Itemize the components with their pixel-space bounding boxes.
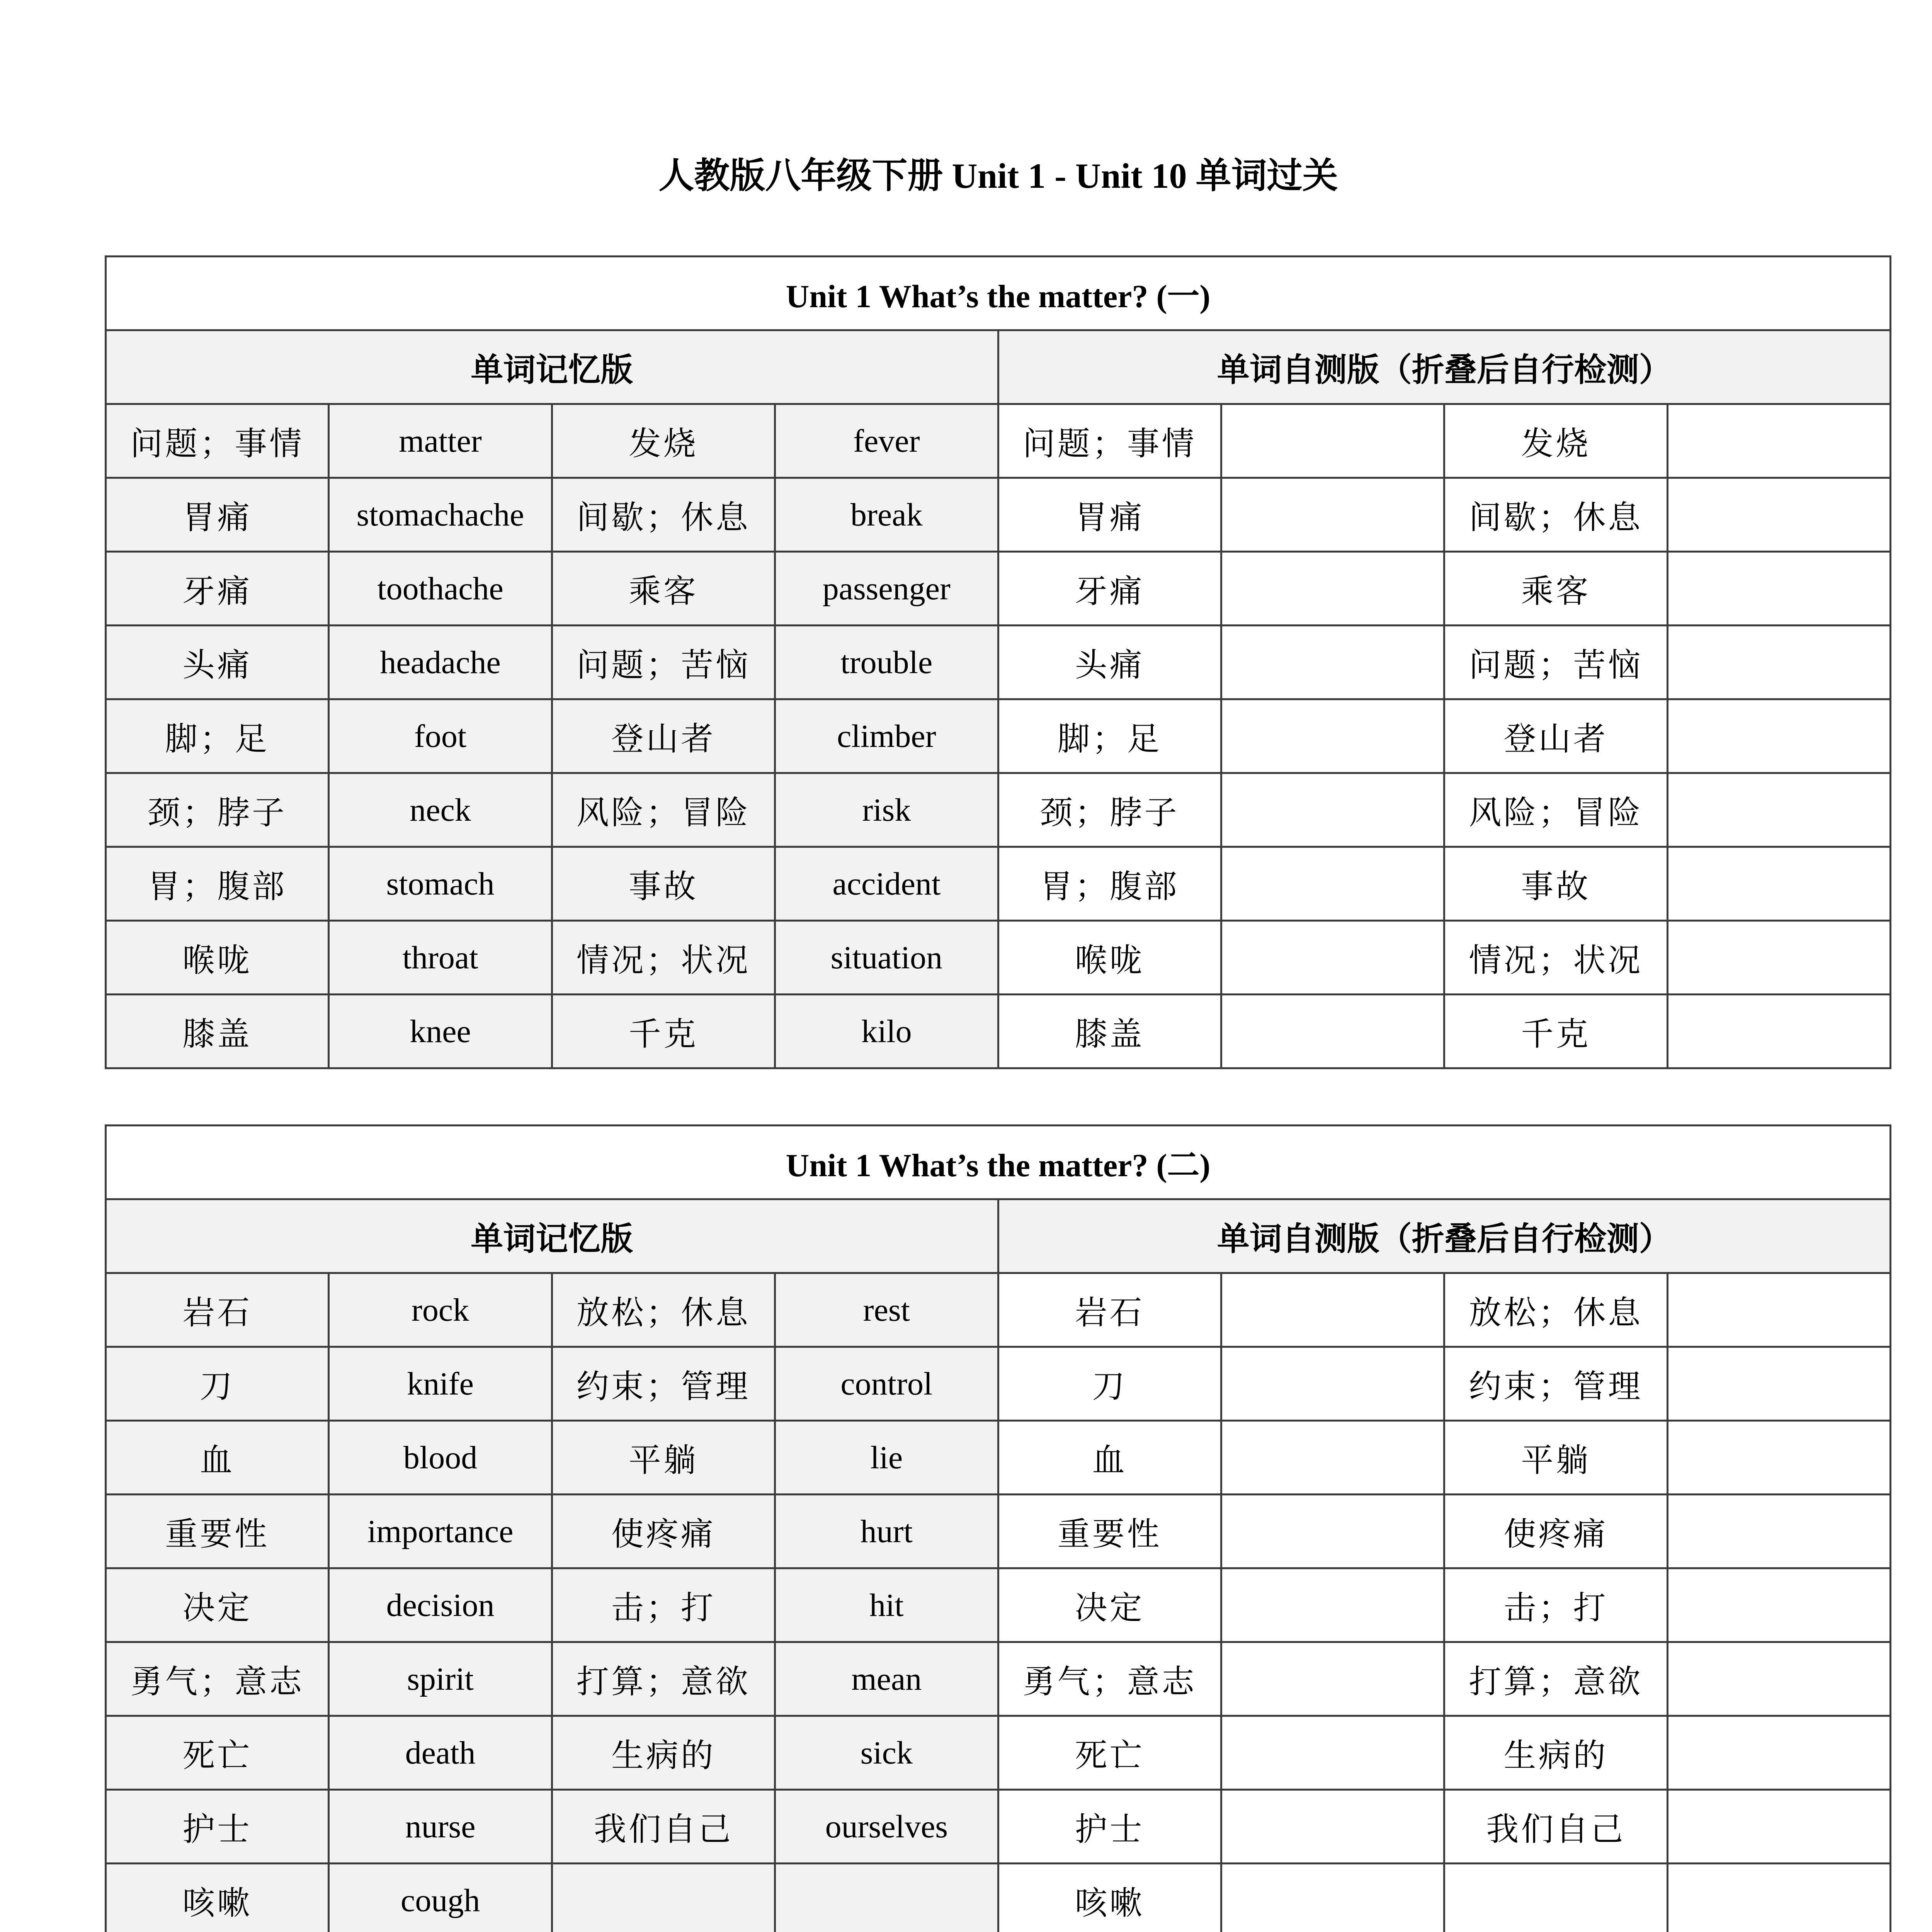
answer-blank[interactable] bbox=[1221, 1642, 1444, 1716]
answer-blank[interactable] bbox=[1667, 1716, 1890, 1790]
answer-blank[interactable] bbox=[1667, 995, 1890, 1068]
test-chinese-prompt: 重要性 bbox=[998, 1495, 1221, 1568]
test-chinese-prompt: 头痛 bbox=[998, 626, 1221, 699]
memory-version-label: 单词记忆版 bbox=[106, 1199, 998, 1273]
memory-version-label: 单词记忆版 bbox=[106, 330, 998, 404]
answer-blank[interactable] bbox=[1221, 478, 1444, 552]
table-row bbox=[106, 478, 1891, 552]
chinese-meaning: 岩石 bbox=[106, 1273, 329, 1347]
test-chinese-prompt: 风险；冒险 bbox=[1444, 773, 1667, 847]
chinese-meaning: 间歇；休息 bbox=[552, 478, 775, 552]
answer-blank[interactable] bbox=[1221, 699, 1444, 773]
answer-blank[interactable] bbox=[1667, 921, 1890, 995]
chinese-meaning: 头痛 bbox=[106, 626, 329, 699]
english-word: decision bbox=[329, 1568, 552, 1642]
test-chinese-prompt: 刀 bbox=[998, 1347, 1221, 1421]
table-row bbox=[106, 552, 1891, 626]
test-chinese-prompt: 乘客 bbox=[1444, 552, 1667, 626]
english-word: toothache bbox=[329, 552, 552, 626]
test-chinese-prompt: 膝盖 bbox=[998, 995, 1221, 1068]
answer-blank[interactable] bbox=[1221, 773, 1444, 847]
english-word: throat bbox=[329, 921, 552, 995]
self-test-version-label: 单词自测版（折叠后自行检测） bbox=[998, 1199, 1891, 1273]
english-word bbox=[775, 1864, 998, 1932]
english-word: lie bbox=[775, 1421, 998, 1495]
answer-blank[interactable] bbox=[1667, 1642, 1890, 1716]
answer-blank[interactable] bbox=[1667, 1495, 1890, 1568]
answer-blank[interactable] bbox=[1221, 995, 1444, 1068]
answer-blank[interactable] bbox=[1667, 1421, 1890, 1495]
answer-blank[interactable] bbox=[1667, 552, 1890, 626]
test-chinese-prompt: 事故 bbox=[1444, 847, 1667, 921]
test-chinese-prompt: 平躺 bbox=[1444, 1421, 1667, 1495]
section-heading: Unit 1 What’s the matter? (一) bbox=[106, 257, 1891, 330]
answer-blank[interactable] bbox=[1667, 1568, 1890, 1642]
chinese-meaning: 重要性 bbox=[106, 1495, 329, 1568]
section-heading: Unit 1 What’s the matter? (二) bbox=[106, 1126, 1891, 1199]
chinese-meaning: 登山者 bbox=[552, 699, 775, 773]
english-word: sick bbox=[775, 1716, 998, 1790]
chinese-meaning: 刀 bbox=[106, 1347, 329, 1421]
test-chinese-prompt: 死亡 bbox=[998, 1716, 1221, 1790]
table-row bbox=[106, 1347, 1891, 1421]
answer-blank[interactable] bbox=[1667, 404, 1890, 478]
english-word: cough bbox=[329, 1864, 552, 1932]
answer-blank[interactable] bbox=[1667, 1790, 1890, 1864]
table-row bbox=[106, 404, 1891, 478]
table-row bbox=[106, 921, 1891, 995]
chinese-meaning: 情况；状况 bbox=[552, 921, 775, 995]
chinese-meaning: 决定 bbox=[106, 1568, 329, 1642]
answer-blank[interactable] bbox=[1221, 1716, 1444, 1790]
chinese-meaning: 勇气；意志 bbox=[106, 1642, 329, 1716]
english-word: hurt bbox=[775, 1495, 998, 1568]
table-row bbox=[106, 1495, 1891, 1568]
table-row bbox=[106, 995, 1891, 1068]
test-chinese-prompt: 血 bbox=[998, 1421, 1221, 1495]
test-chinese-prompt: 颈；脖子 bbox=[998, 773, 1221, 847]
answer-blank[interactable] bbox=[1221, 626, 1444, 699]
answer-blank[interactable] bbox=[1667, 626, 1890, 699]
chinese-meaning: 护士 bbox=[106, 1790, 329, 1864]
english-word: mean bbox=[775, 1642, 998, 1716]
test-chinese-prompt: 问题；事情 bbox=[998, 404, 1221, 478]
table-row bbox=[106, 1273, 1891, 1347]
answer-blank[interactable] bbox=[1667, 1273, 1890, 1347]
table-row bbox=[106, 1790, 1891, 1864]
test-chinese-prompt: 生病的 bbox=[1444, 1716, 1667, 1790]
english-word: knee bbox=[329, 995, 552, 1068]
chinese-meaning: 击；打 bbox=[552, 1568, 775, 1642]
english-word: control bbox=[775, 1347, 998, 1421]
english-word: fever bbox=[775, 404, 998, 478]
english-word: situation bbox=[775, 921, 998, 995]
test-chinese-prompt: 使疼痛 bbox=[1444, 1495, 1667, 1568]
english-word: spirit bbox=[329, 1642, 552, 1716]
chinese-meaning: 问题；事情 bbox=[106, 404, 329, 478]
answer-blank[interactable] bbox=[1221, 552, 1444, 626]
answer-blank[interactable] bbox=[1221, 921, 1444, 995]
vocab-table-1 bbox=[105, 255, 1891, 1069]
english-word: importance bbox=[329, 1495, 552, 1568]
answer-blank[interactable] bbox=[1667, 847, 1890, 921]
chinese-meaning: 胃；腹部 bbox=[106, 847, 329, 921]
english-word: nurse bbox=[329, 1790, 552, 1864]
test-chinese-prompt: 情况；状况 bbox=[1444, 921, 1667, 995]
answer-blank[interactable] bbox=[1667, 773, 1890, 847]
chinese-meaning: 牙痛 bbox=[106, 552, 329, 626]
english-word: death bbox=[329, 1716, 552, 1790]
test-chinese-prompt: 打算；意欲 bbox=[1444, 1642, 1667, 1716]
chinese-meaning: 我们自己 bbox=[552, 1790, 775, 1864]
test-chinese-prompt: 岩石 bbox=[998, 1273, 1221, 1347]
chinese-meaning: 放松；休息 bbox=[552, 1273, 775, 1347]
table-row bbox=[106, 773, 1891, 847]
test-chinese-prompt: 登山者 bbox=[1444, 699, 1667, 773]
test-chinese-prompt: 发烧 bbox=[1444, 404, 1667, 478]
answer-blank[interactable] bbox=[1221, 1421, 1444, 1495]
answer-blank[interactable] bbox=[1221, 1864, 1444, 1932]
answer-blank[interactable] bbox=[1221, 404, 1444, 478]
chinese-meaning: 乘客 bbox=[552, 552, 775, 626]
table-row bbox=[106, 1864, 1891, 1932]
answer-blank[interactable] bbox=[1221, 1790, 1444, 1864]
chinese-meaning: 问题；苦恼 bbox=[552, 626, 775, 699]
english-word: rock bbox=[329, 1273, 552, 1347]
test-chinese-prompt: 咳嗽 bbox=[998, 1864, 1221, 1932]
test-chinese-prompt: 问题；苦恼 bbox=[1444, 626, 1667, 699]
english-word: risk bbox=[775, 773, 998, 847]
english-word: blood bbox=[329, 1421, 552, 1495]
test-chinese-prompt bbox=[1444, 1864, 1667, 1932]
chinese-meaning: 平躺 bbox=[552, 1421, 775, 1495]
test-chinese-prompt: 牙痛 bbox=[998, 552, 1221, 626]
chinese-meaning: 千克 bbox=[552, 995, 775, 1068]
chinese-meaning: 喉咙 bbox=[106, 921, 329, 995]
answer-blank[interactable] bbox=[1667, 699, 1890, 773]
chinese-meaning: 膝盖 bbox=[106, 995, 329, 1068]
table-row bbox=[106, 847, 1891, 921]
test-chinese-prompt: 约束；管理 bbox=[1444, 1347, 1667, 1421]
english-word: trouble bbox=[775, 626, 998, 699]
chinese-meaning: 风险；冒险 bbox=[552, 773, 775, 847]
answer-blank[interactable] bbox=[1221, 1568, 1444, 1642]
chinese-meaning: 事故 bbox=[552, 847, 775, 921]
test-chinese-prompt: 间歇；休息 bbox=[1444, 478, 1667, 552]
table-row bbox=[106, 1421, 1891, 1495]
document-title: 人教版八年级下册 Unit 1 - Unit 10 单词过关 bbox=[658, 156, 1338, 196]
english-word: neck bbox=[329, 773, 552, 847]
self-test-version-label: 单词自测版（折叠后自行检测） bbox=[998, 330, 1891, 404]
chinese-meaning: 脚；足 bbox=[106, 699, 329, 773]
chinese-meaning: 使疼痛 bbox=[552, 1495, 775, 1568]
test-chinese-prompt: 击；打 bbox=[1444, 1568, 1667, 1642]
chinese-meaning: 胃痛 bbox=[106, 478, 329, 552]
answer-blank[interactable] bbox=[1667, 478, 1890, 552]
test-chinese-prompt: 放松；休息 bbox=[1444, 1273, 1667, 1347]
english-word: break bbox=[775, 478, 998, 552]
table-row bbox=[106, 1568, 1891, 1642]
chinese-meaning bbox=[552, 1864, 775, 1932]
answer-blank[interactable] bbox=[1221, 1347, 1444, 1421]
chinese-meaning: 发烧 bbox=[552, 404, 775, 478]
english-word: headache bbox=[329, 626, 552, 699]
english-word: knife bbox=[329, 1347, 552, 1421]
english-word: matter bbox=[329, 404, 552, 478]
english-word: hit bbox=[775, 1568, 998, 1642]
chinese-meaning: 打算；意欲 bbox=[552, 1642, 775, 1716]
test-chinese-prompt: 胃痛 bbox=[998, 478, 1221, 552]
test-chinese-prompt: 脚；足 bbox=[998, 699, 1221, 773]
test-chinese-prompt: 喉咙 bbox=[998, 921, 1221, 995]
test-chinese-prompt: 我们自己 bbox=[1444, 1790, 1667, 1864]
table-row bbox=[106, 699, 1891, 773]
test-chinese-prompt: 决定 bbox=[998, 1568, 1221, 1642]
english-word: kilo bbox=[775, 995, 998, 1068]
english-word: foot bbox=[329, 699, 552, 773]
english-word: ourselves bbox=[775, 1790, 998, 1864]
chinese-meaning: 约束；管理 bbox=[552, 1347, 775, 1421]
english-word: stomachache bbox=[329, 478, 552, 552]
chinese-meaning: 咳嗽 bbox=[106, 1864, 329, 1932]
answer-blank[interactable] bbox=[1667, 1347, 1890, 1421]
table-row bbox=[106, 1642, 1891, 1716]
table-row bbox=[106, 626, 1891, 699]
answer-blank[interactable] bbox=[1221, 847, 1444, 921]
chinese-meaning: 血 bbox=[106, 1421, 329, 1495]
table-row bbox=[106, 1716, 1891, 1790]
chinese-meaning: 颈；脖子 bbox=[106, 773, 329, 847]
chinese-meaning: 死亡 bbox=[106, 1716, 329, 1790]
test-chinese-prompt: 勇气；意志 bbox=[998, 1642, 1221, 1716]
english-word: rest bbox=[775, 1273, 998, 1347]
english-word: climber bbox=[775, 699, 998, 773]
test-chinese-prompt: 胃；腹部 bbox=[998, 847, 1221, 921]
chinese-meaning: 生病的 bbox=[552, 1716, 775, 1790]
test-chinese-prompt: 千克 bbox=[1444, 995, 1667, 1068]
test-chinese-prompt: 护士 bbox=[998, 1790, 1221, 1864]
english-word: accident bbox=[775, 847, 998, 921]
english-word: passenger bbox=[775, 552, 998, 626]
vocab-table-2 bbox=[105, 1124, 1891, 1932]
answer-blank[interactable] bbox=[1221, 1495, 1444, 1568]
english-word: stomach bbox=[329, 847, 552, 921]
answer-blank[interactable] bbox=[1667, 1864, 1890, 1932]
answer-blank[interactable] bbox=[1221, 1273, 1444, 1347]
